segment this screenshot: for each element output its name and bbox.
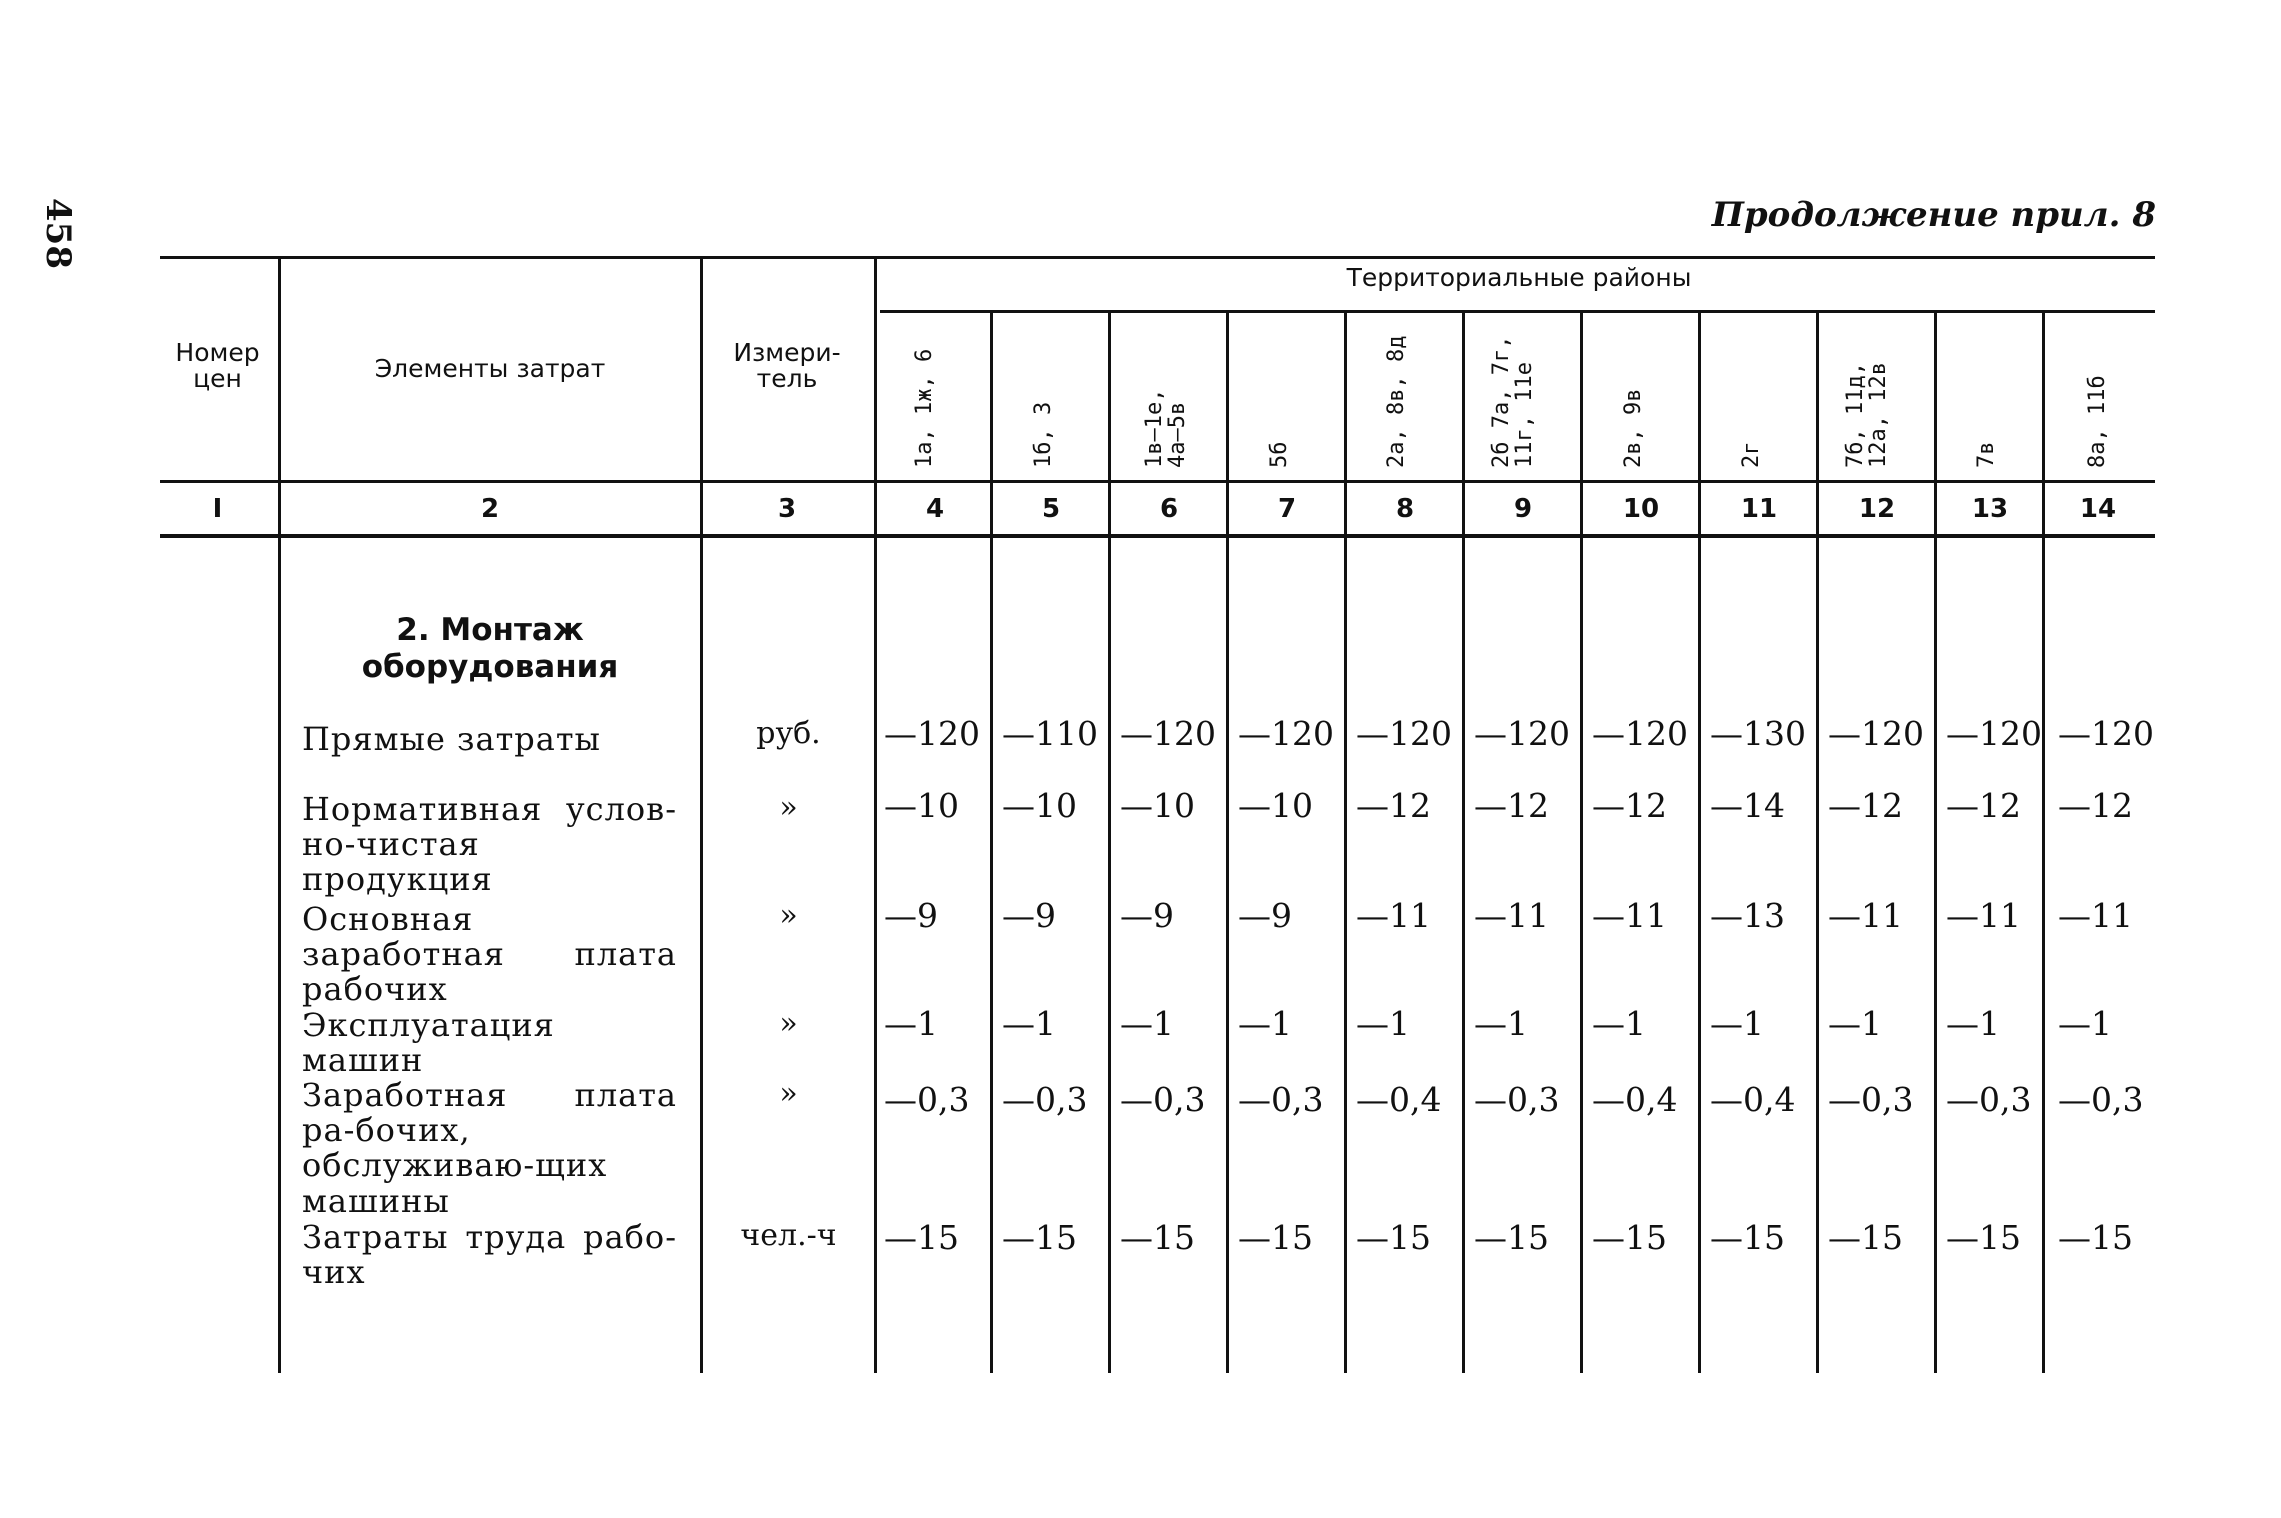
region-label: 2г [1739, 441, 1764, 468]
col-divider [2042, 312, 2045, 1373]
value-cell: —10 [1002, 786, 1077, 825]
col-divider [1934, 312, 1937, 1373]
column-number: I [212, 494, 223, 524]
col-divider [1462, 312, 1465, 1373]
value-cell: —11 [1946, 896, 2021, 935]
value-cell: —120 [1946, 714, 2042, 753]
value-cell: —1 [1710, 1004, 1764, 1043]
value-cell: —10 [1238, 786, 1313, 825]
section-title-line: оборудования [361, 649, 619, 686]
header-measure: Измери-тель [733, 338, 841, 394]
section-title [290, 612, 690, 686]
value-cell: —15 [1946, 1218, 2021, 1257]
column-number: 13 [1971, 494, 2009, 524]
region-label: 7б, 11д, 12а, 12в [1843, 362, 1892, 468]
value-cell: —12 [1946, 786, 2021, 825]
header-territorial-districts: Территориальные районы [1346, 263, 1692, 292]
col-divider [700, 258, 703, 1373]
header-price-number: Номер цен [175, 338, 260, 394]
value-cell: —1 [1828, 1004, 1882, 1043]
column-number: 2 [480, 494, 500, 524]
value-cell: —9 [1238, 896, 1292, 935]
section-title-line: 2. Монтаж [396, 612, 584, 648]
row-unit: чел.-ч [740, 1218, 837, 1253]
value-cell: —15 [1120, 1218, 1195, 1257]
value-cell: —1 [1356, 1004, 1410, 1043]
region-label: 1б, 3 [1031, 401, 1056, 468]
column-number: 9 [1513, 494, 1533, 524]
value-cell: —120 [1356, 714, 1452, 753]
value-cell: —9 [884, 896, 938, 935]
column-number: 8 [1395, 494, 1415, 524]
region-label: 1в—1е, 4а—5в [1142, 388, 1191, 468]
region-label: 5б [1267, 441, 1292, 468]
value-cell: —120 [1474, 714, 1570, 753]
value-cell: —0,4 [1356, 1080, 1442, 1119]
col-divider [278, 258, 281, 1373]
col-divider [1226, 312, 1229, 1373]
value-cell: —0,3 [1238, 1080, 1324, 1119]
value-cell: —15 [1002, 1218, 1077, 1257]
value-cell: —1 [1238, 1004, 1292, 1043]
col-divider [1580, 312, 1583, 1373]
value-cell: —9 [1120, 896, 1174, 935]
continuation-caption: Продолжение прил. 8 [1711, 195, 2156, 235]
region-label: 2б 7а, 7г, 11г, 11е [1489, 335, 1538, 468]
column-number: 4 [925, 494, 945, 524]
value-cell: —15 [1238, 1218, 1313, 1257]
value-cell: —0,3 [1828, 1080, 1914, 1119]
column-number: 3 [777, 494, 797, 524]
column-number: 6 [1159, 494, 1179, 524]
value-cell: —1 [1002, 1004, 1056, 1043]
value-cell: —1 [1946, 1004, 2000, 1043]
value-cell: —11 [1592, 896, 1667, 935]
column-number: 7 [1277, 494, 1297, 524]
value-cell: —120 [884, 714, 980, 753]
value-cell: —15 [1474, 1218, 1549, 1257]
column-number: 12 [1858, 494, 1896, 524]
value-cell: —120 [1592, 714, 1688, 753]
row-unit: » [779, 1006, 798, 1041]
value-cell: —13 [1710, 896, 1785, 935]
header-cost-elements: Элементы затрат [374, 354, 606, 383]
value-cell: —12 [1474, 786, 1549, 825]
value-cell: —11 [2058, 896, 2133, 935]
value-cell: —11 [1474, 896, 1549, 935]
row-unit: руб. [756, 716, 821, 751]
region-label: 1а, 1ж, 6 [912, 348, 937, 468]
region-label: 2в, 9в [1621, 388, 1646, 468]
value-cell: —1 [884, 1004, 938, 1043]
col-divider [1344, 312, 1347, 1373]
value-cell: —12 [1828, 786, 1903, 825]
region-label: 7в [1974, 441, 1999, 468]
value-cell: —120 [1828, 714, 1924, 753]
value-cell: —9 [1002, 896, 1056, 935]
value-cell: —1 [1474, 1004, 1528, 1043]
value-cell: —110 [1002, 714, 1098, 753]
value-cell: —12 [2058, 786, 2133, 825]
page-number: 458 [38, 198, 78, 269]
value-cell: —11 [1356, 896, 1431, 935]
value-cell: —12 [1592, 786, 1667, 825]
value-cell: —15 [1710, 1218, 1785, 1257]
value-cell: —10 [1120, 786, 1195, 825]
row-element: Затраты труда рабо-чих [302, 1218, 677, 1292]
value-cell: —0,3 [1120, 1080, 1206, 1119]
column-number: 11 [1740, 494, 1778, 524]
column-numbers-rule [160, 534, 2155, 538]
value-cell: —120 [1238, 714, 1334, 753]
value-cell: —12 [1356, 786, 1431, 825]
col-divider [1108, 312, 1111, 1373]
column-number: 5 [1041, 494, 1061, 524]
districts-rule [880, 310, 2155, 313]
value-cell: —10 [884, 786, 959, 825]
value-cell: —130 [1710, 714, 1806, 753]
value-cell: —0,3 [884, 1080, 970, 1119]
value-cell: —15 [1828, 1218, 1903, 1257]
region-label: 2а, 8в, 8д [1384, 335, 1409, 468]
value-cell: —0,4 [1710, 1080, 1796, 1119]
col-divider [874, 258, 877, 1373]
row-element: Основная заработная плата рабочих [302, 900, 677, 1009]
region-label: 8а, 11б [2085, 375, 2110, 468]
value-cell: —120 [1120, 714, 1216, 753]
value-cell: —1 [2058, 1004, 2112, 1043]
value-cell: —15 [1356, 1218, 1431, 1257]
row-element: Нормативная услов-но-чистая продукция [302, 790, 677, 899]
row-element: Прямые затраты [302, 720, 602, 758]
col-divider [1698, 312, 1701, 1373]
value-cell: —0,3 [2058, 1080, 2144, 1119]
row-unit: » [779, 790, 798, 825]
row-element: Заработная плата ра-бочих, обслуживаю-щих машины [302, 1076, 677, 1220]
column-number: 14 [2079, 494, 2117, 524]
value-cell: —14 [1710, 786, 1785, 825]
value-cell: —0,4 [1592, 1080, 1678, 1119]
value-cell: —0,3 [1946, 1080, 2032, 1119]
value-cell: —0,3 [1002, 1080, 1088, 1119]
value-cell: —0,3 [1474, 1080, 1560, 1119]
header-bottom-rule [160, 480, 2155, 483]
column-number: 10 [1622, 494, 1660, 524]
row-unit: » [779, 1076, 798, 1111]
value-cell: —15 [2058, 1218, 2133, 1257]
value-cell: —1 [1592, 1004, 1646, 1043]
col-divider [990, 312, 993, 1373]
value-cell: —15 [884, 1218, 959, 1257]
top-rule [160, 256, 2155, 259]
row-unit: » [779, 898, 798, 933]
value-cell: —11 [1828, 896, 1903, 935]
col-divider [1816, 312, 1819, 1373]
row-element: Эксплуатация машин [302, 1006, 555, 1080]
value-cell: —15 [1592, 1218, 1667, 1257]
value-cell: —120 [2058, 714, 2154, 753]
value-cell: —1 [1120, 1004, 1174, 1043]
